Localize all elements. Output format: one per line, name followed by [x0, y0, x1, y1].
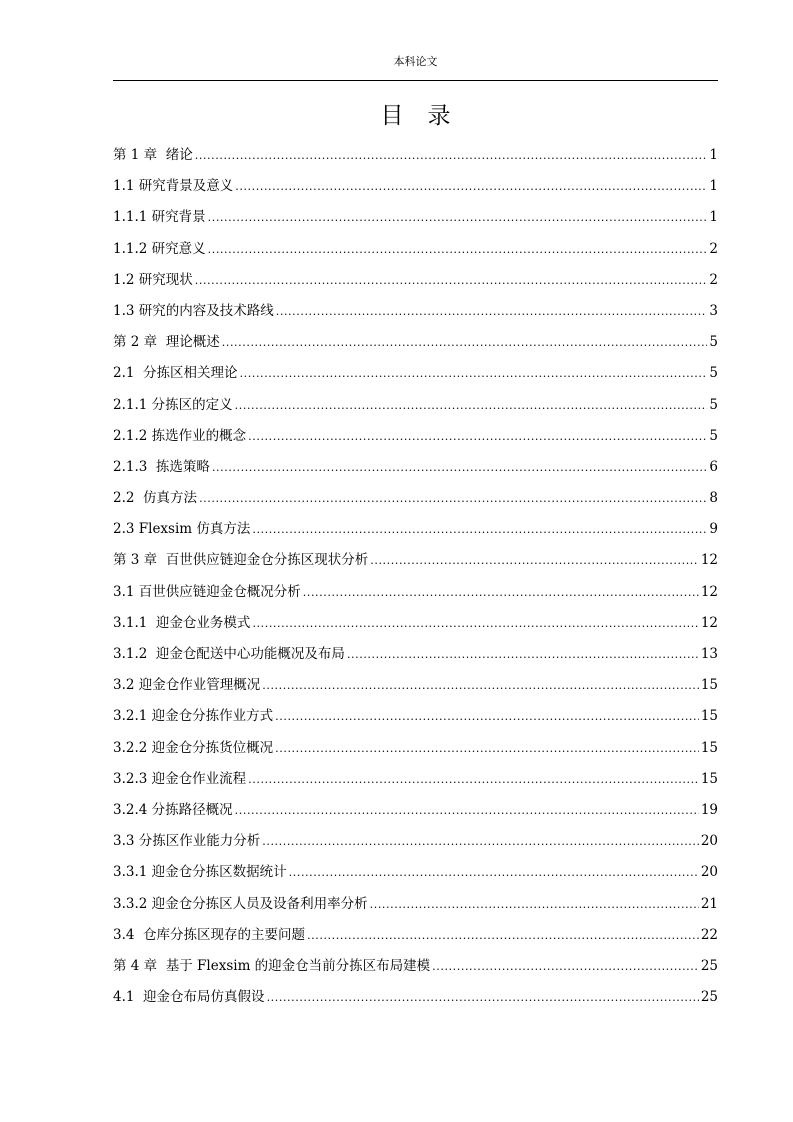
toc-dot-leader	[208, 202, 708, 233]
toc-entry-page-number: 21	[700, 895, 718, 912]
toc-entry-label: 4.1 迎金仓布局仿真假设	[113, 989, 265, 1006]
toc-entry[interactable]	[113, 514, 718, 545]
toc-entry[interactable]	[113, 265, 718, 296]
toc-entry-page-number: 15	[700, 739, 718, 756]
toc-dot-leader	[275, 701, 699, 732]
toc-entry[interactable]	[113, 171, 718, 202]
toc-entry-page-number: 25	[700, 957, 718, 974]
toc-dot-leader	[248, 764, 699, 795]
toc-title: 目录	[380, 103, 475, 129]
toc-entry[interactable]	[113, 358, 718, 389]
toc-dot-leader	[199, 483, 707, 514]
toc-entry[interactable]	[113, 920, 718, 951]
toc-entry-label: 2.1.2 拣选作业的概念	[113, 427, 247, 444]
toc-dot-leader	[252, 514, 707, 545]
toc-dot-leader	[370, 545, 699, 576]
toc-entry-page-number: 25	[700, 989, 718, 1006]
toc-dot-leader	[267, 982, 699, 1013]
toc-entry[interactable]	[113, 701, 718, 732]
toc-entry-page-number: 2	[709, 271, 718, 288]
toc-entry[interactable]	[113, 390, 718, 421]
toc-entry[interactable]	[113, 733, 718, 764]
toc-entry-page-number: 5	[709, 396, 718, 413]
toc-entry-label: 2.1 分拣区相关理论	[113, 365, 238, 382]
toc-entry-label: 3.3.2 迎金仓分拣区人员及设备利用率分析	[113, 895, 368, 912]
toc-dot-leader	[252, 608, 698, 639]
toc-entry-label: 3.2.3 迎金仓作业流程	[113, 770, 247, 787]
toc-dot-leader	[262, 826, 699, 857]
toc-entry-label: 3.3.1 迎金仓分拣区数据统计	[113, 864, 287, 881]
toc-entry-label: 第 4 章 基于 Flexsim 的迎金仓当前分拣区布局建模	[113, 957, 431, 974]
toc-entry[interactable]	[113, 234, 718, 265]
toc-entry-page-number: 12	[700, 583, 718, 600]
toc-dot-leader	[240, 358, 708, 389]
toc-entry-page-number: 6	[709, 458, 718, 475]
toc-entry-label: 3.1 百世供应链迎金仓概况分析	[113, 583, 301, 600]
toc-entry[interactable]	[113, 296, 718, 327]
toc-entry[interactable]	[113, 483, 718, 514]
toc-entry-page-number: 22	[700, 926, 718, 943]
toc-entry-label: 3.2.1 迎金仓分拣作业方式	[113, 708, 274, 725]
toc-entry[interactable]	[113, 202, 718, 233]
toc-entry-page-number: 13	[700, 646, 718, 662]
toc-entry-label: 3.2.2 迎金仓分拣货位概况	[113, 739, 274, 756]
toc-dot-leader	[235, 390, 708, 421]
toc-entry-label: 2.1.1 分拣区的定义	[113, 396, 233, 413]
toc-dot-leader	[303, 577, 699, 608]
toc-entry[interactable]	[113, 857, 718, 888]
toc-dot-leader	[275, 733, 699, 764]
toc-entry[interactable]	[113, 421, 718, 452]
toc-entry-label: 3.2 迎金仓作业管理概况	[113, 677, 261, 694]
toc-entry-label: 2.2 仿真方法	[113, 490, 198, 507]
toc-dot-leader	[208, 234, 708, 265]
toc-entry-label: 1.1 研究背景及意义	[113, 178, 234, 195]
running-header: 本科论文	[393, 55, 438, 68]
toc-dot-leader	[195, 140, 708, 171]
toc-entry-page-number: 20	[700, 833, 718, 850]
toc-entry-page-number: 12	[700, 552, 718, 569]
toc-dot-leader	[370, 889, 699, 920]
toc-entry-page-number: 15	[700, 708, 718, 725]
toc-entry-label: 1.2 研究现状	[113, 271, 193, 288]
toc-dot-leader	[195, 265, 708, 296]
toc-dot-leader	[289, 857, 699, 888]
toc-dot-leader	[262, 670, 699, 701]
toc-entry-page-number: 19	[700, 801, 718, 818]
toc-entry[interactable]	[113, 670, 718, 701]
toc-entry[interactable]	[113, 795, 718, 826]
toc-entry[interactable]	[113, 140, 718, 171]
toc-dot-leader	[347, 639, 699, 670]
toc-entry-label: 3.4 仓库分拣区现存的主要问题	[113, 926, 306, 943]
toc-entry-label: 第 2 章 理论概述	[113, 334, 220, 351]
toc-dot-leader	[276, 296, 708, 327]
toc-entry[interactable]	[113, 577, 718, 608]
toc-entry-page-number: 1	[709, 147, 718, 163]
table-of-contents	[113, 140, 718, 1013]
toc-dot-leader	[248, 421, 707, 452]
toc-entry-page-number: 9	[709, 521, 718, 538]
toc-entry-page-number: 1	[709, 209, 718, 226]
toc-entry[interactable]	[113, 826, 718, 857]
toc-entry-page-number: 5	[709, 365, 718, 382]
toc-entry[interactable]	[113, 982, 718, 1013]
toc-entry-label: 2.1.3 拣选策略	[113, 458, 210, 475]
toc-dot-leader	[222, 327, 708, 358]
toc-entry-page-number: 8	[709, 490, 718, 507]
toc-entry-label: 2.3 Flexsim 仿真方法	[113, 521, 251, 538]
toc-entry-label: 第 1 章 绪论	[113, 147, 193, 163]
toc-dot-leader	[235, 171, 707, 202]
toc-entry[interactable]	[113, 452, 718, 483]
toc-entry[interactable]	[113, 327, 718, 358]
toc-entry[interactable]	[113, 608, 718, 639]
toc-entry[interactable]	[113, 889, 718, 920]
toc-entry-page-number: 15	[700, 677, 718, 694]
toc-dot-leader	[235, 795, 699, 826]
toc-entry-label: 1.1.2 研究意义	[113, 240, 206, 257]
header-rule	[113, 80, 718, 81]
toc-entry-page-number: 15	[700, 770, 718, 787]
toc-entry-page-number: 5	[709, 334, 718, 351]
toc-entry-label: 3.1.2 迎金仓配送中心功能概况及布局	[113, 646, 345, 662]
toc-entry-page-number: 20	[700, 864, 718, 881]
toc-entry[interactable]	[113, 764, 718, 795]
toc-entry-label: 3.3 分拣区作业能力分析	[113, 833, 261, 850]
toc-entry-page-number: 3	[709, 302, 718, 319]
toc-entry-page-number: 12	[700, 614, 718, 631]
toc-dot-leader	[307, 920, 699, 951]
toc-dot-leader	[212, 452, 707, 483]
toc-entry-page-number: 5	[709, 427, 718, 444]
toc-entry-page-number: 1	[709, 178, 718, 195]
toc-entry-label: 第 3 章 百世供应链迎金仓分拣区现状分析	[113, 552, 369, 569]
toc-entry-label: 3.2.4 分拣路径概况	[113, 801, 233, 818]
toc-entry-label: 1.1.1 研究背景	[113, 209, 206, 226]
toc-entry[interactable]	[113, 951, 718, 982]
toc-entry-label: 3.1.1 迎金仓业务模式	[113, 614, 251, 631]
toc-dot-leader	[432, 951, 699, 982]
toc-entry[interactable]	[113, 639, 718, 670]
toc-entry[interactable]	[113, 545, 718, 576]
toc-entry-page-number: 2	[709, 240, 718, 257]
toc-entry-label: 1.3 研究的内容及技术路线	[113, 302, 274, 319]
